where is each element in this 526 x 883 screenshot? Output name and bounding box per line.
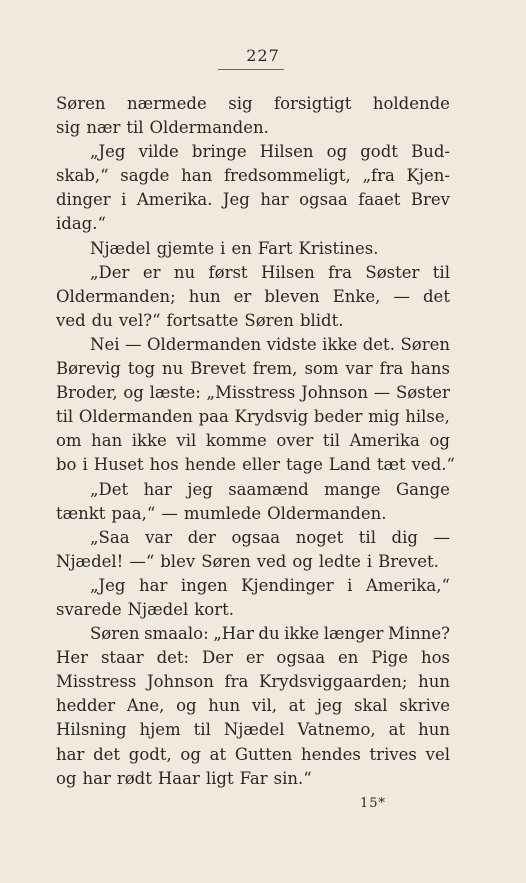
word: og [429, 431, 450, 451]
word: godt, [128, 744, 172, 764]
text-line [56, 405, 450, 429]
word: jeg [187, 479, 213, 499]
text-line [56, 381, 450, 405]
word: Far [239, 768, 268, 788]
word: bleven [264, 286, 320, 306]
word: dig [391, 527, 418, 547]
word: mange [324, 479, 381, 499]
word: fortsatte [166, 310, 239, 330]
word: han [181, 166, 213, 186]
text-line [56, 261, 450, 285]
word: Børevig [56, 359, 121, 379]
text-line [56, 478, 450, 502]
text-line [56, 622, 450, 646]
text-line [56, 116, 450, 140]
word: noget [295, 527, 344, 547]
word: til [322, 431, 341, 451]
word: Nei [90, 334, 120, 354]
word: Søren [244, 310, 294, 330]
word: jeg [316, 696, 343, 716]
word: det. [362, 334, 395, 354]
text-line [56, 237, 450, 261]
word: hun [188, 286, 221, 306]
word: ved.“ [411, 455, 455, 475]
text-line [56, 429, 450, 453]
word: Njædel [223, 720, 285, 740]
word: tage [286, 455, 323, 475]
word: Oldermanden. [149, 118, 269, 138]
text-line [56, 526, 450, 550]
word: Her [56, 648, 89, 668]
word: hedder [56, 696, 116, 716]
word: ogsaa [231, 527, 281, 547]
word: som [304, 359, 339, 379]
word: i [220, 238, 226, 258]
word: i [121, 190, 127, 210]
word: Søster [365, 262, 420, 282]
word: frem, [252, 359, 298, 379]
word: i [366, 551, 373, 571]
word: har [82, 768, 111, 788]
text-line [56, 670, 450, 694]
word: ved [56, 310, 86, 330]
word: sin.“ [273, 768, 312, 788]
text-line [56, 309, 450, 333]
word: Johnson [147, 672, 214, 692]
word: har [143, 479, 172, 499]
word: Minne? [387, 624, 450, 644]
word: fredsommeligt, [223, 166, 351, 186]
word: til [56, 407, 74, 427]
word: og [292, 551, 313, 571]
word: og [176, 696, 197, 716]
word: Søster [395, 383, 450, 403]
word: „Det [90, 479, 129, 499]
word: forsigtigt [274, 94, 352, 113]
word: Der [202, 648, 233, 668]
word: en [231, 238, 252, 258]
word: fra [379, 359, 404, 379]
word: og [326, 142, 348, 162]
word: „Jeg [90, 575, 126, 595]
word: rødt [116, 768, 152, 788]
word: fra [328, 262, 352, 282]
word: idag.“ [56, 214, 106, 234]
word: Njædel [90, 238, 151, 258]
word: Kristines. [298, 238, 379, 258]
word: at [288, 696, 306, 716]
word: at [388, 720, 406, 740]
word: til [432, 262, 450, 282]
text-line [56, 140, 450, 164]
word: var [145, 527, 173, 547]
word: Brevet [190, 359, 246, 379]
word: nu [173, 262, 196, 282]
text-line [56, 550, 450, 574]
word: hun [418, 672, 450, 692]
word: er [142, 262, 161, 282]
word: komme [205, 431, 267, 451]
word: vel?“ [118, 310, 161, 330]
word: ingen [180, 575, 228, 595]
text-line [56, 598, 450, 622]
word: ikke [322, 334, 358, 354]
word: Misstress [56, 672, 137, 692]
word: og [56, 768, 77, 788]
word: bo [56, 455, 77, 475]
word: er [245, 648, 264, 668]
word: hendes [301, 744, 361, 764]
word: „Der [90, 262, 130, 282]
text-line [56, 212, 450, 236]
word: staar [100, 648, 144, 668]
word: til [358, 527, 376, 547]
page-number-rule [218, 69, 284, 70]
word: — [393, 286, 410, 306]
word: du [258, 624, 280, 644]
word: ogsaa [276, 648, 326, 668]
text-line [56, 718, 450, 742]
word: der [187, 527, 216, 547]
word: trives [369, 744, 417, 764]
word: Hilsen [260, 262, 315, 282]
word: han [91, 431, 123, 451]
word: „Saa [90, 527, 130, 547]
word: hos [420, 648, 450, 668]
word: Jeg [222, 190, 250, 210]
word: Ane, [126, 696, 165, 716]
word: hun [418, 720, 450, 740]
word: ved [256, 551, 287, 571]
word: sig [56, 118, 81, 138]
word: dinger [56, 190, 111, 210]
word: kort. [194, 599, 234, 619]
word: det [93, 744, 121, 764]
word: vidste [266, 334, 317, 354]
word: hun [208, 696, 241, 716]
word: mumlede [183, 503, 262, 523]
word: nær [86, 118, 121, 138]
word: længer [323, 624, 384, 644]
word: mig [368, 407, 400, 427]
text-line [56, 767, 450, 791]
word: smaalo: [144, 624, 209, 644]
word: at [209, 744, 227, 764]
word: er [233, 286, 252, 306]
text-line [56, 574, 450, 598]
word: det: [156, 648, 190, 668]
word: Brev [410, 190, 450, 210]
text-line [56, 333, 450, 357]
word: hos [149, 455, 179, 475]
text-line [56, 285, 450, 309]
word: sagde [120, 166, 170, 186]
text-line [56, 357, 450, 381]
word: fra [224, 672, 249, 692]
word: var [345, 359, 373, 379]
word: vilde [138, 142, 179, 162]
word: Njædel! [56, 551, 124, 571]
word: faaet [358, 190, 401, 210]
word: Vatnemo, [297, 720, 376, 740]
word: paa [198, 407, 229, 427]
word: skrive [399, 696, 450, 716]
word: Oldermanden [147, 334, 262, 354]
word: Bud- [411, 142, 450, 162]
text-line [56, 646, 450, 670]
word: Kjendinger [241, 575, 334, 595]
word: skab,“ [56, 166, 109, 186]
word: over [276, 431, 314, 451]
word: Amerika. [136, 190, 213, 210]
word: i [82, 455, 88, 475]
word: Enke, [332, 286, 381, 306]
word: „Har [213, 624, 254, 644]
word: skal [353, 696, 388, 716]
word: har [138, 575, 168, 595]
text-line [56, 743, 450, 767]
word: læste: [149, 383, 201, 403]
word: Broder, [56, 383, 118, 403]
word: har [260, 190, 289, 210]
word: hende [184, 455, 237, 475]
word: i [347, 575, 353, 595]
word: — [161, 503, 178, 523]
word: saamænd [228, 479, 309, 499]
word: du [91, 310, 113, 330]
word: Brevet. [378, 551, 439, 571]
word: bringe [191, 142, 247, 162]
word: svarede [56, 599, 122, 619]
word: tænkt [56, 503, 106, 523]
word: Oldermanden [78, 407, 193, 427]
word: og [180, 744, 201, 764]
word: gjemte [156, 238, 215, 258]
word: Søren [400, 334, 450, 354]
word: Oldermanden. [267, 503, 387, 523]
word: tog [127, 359, 156, 379]
word: Gange [395, 479, 450, 499]
word: nu [162, 359, 184, 379]
word: ligt [205, 768, 234, 788]
word: ikke [284, 624, 320, 644]
word: paa,“ [111, 503, 156, 523]
word: —“ [129, 551, 155, 571]
word: Hilsning [56, 720, 127, 740]
word: Fart [257, 238, 293, 258]
word: ledte [318, 551, 361, 571]
text-line [56, 453, 455, 477]
word: eller [242, 455, 281, 475]
word: hjem [139, 720, 181, 740]
word: „fra [362, 166, 395, 186]
word: en [337, 648, 359, 668]
word: Haar [157, 768, 200, 788]
word: Oldermanden; [56, 286, 176, 306]
text-line [56, 502, 450, 526]
word: Amerika [349, 431, 420, 451]
word: vel [425, 744, 450, 764]
word: godt [360, 142, 398, 162]
body-text [56, 92, 455, 791]
word: „Misstress [206, 383, 296, 403]
text-line [56, 92, 450, 116]
word: til [193, 720, 211, 740]
word: og [123, 383, 144, 403]
word: Krydsvig [234, 407, 309, 427]
word: hans [410, 359, 450, 379]
word: beder [313, 407, 363, 427]
word: Søren [56, 94, 106, 113]
word: „Jeg [90, 142, 126, 162]
page-number: 227 [246, 46, 280, 65]
word: vil [176, 431, 197, 451]
word: Huset [93, 455, 144, 475]
word: Søren [201, 551, 251, 571]
text-line [56, 694, 450, 718]
word: hilse, [405, 407, 450, 427]
word: vil, [251, 696, 277, 716]
text-line [56, 188, 450, 212]
word: om [56, 431, 82, 451]
word: Gutten [234, 744, 293, 764]
word: har [56, 744, 85, 764]
word: det [423, 286, 450, 306]
word: Amerika,“ [365, 575, 450, 595]
word: Pige [371, 648, 409, 668]
word: holdende [372, 94, 450, 113]
word: — [373, 383, 391, 403]
word: Søren [90, 624, 140, 644]
word: nærmede [127, 94, 207, 113]
word: Hilsen [259, 142, 314, 162]
word: tæt [376, 455, 406, 475]
signature-mark: 15* [360, 796, 387, 811]
word: Krydsviggaarden; [259, 672, 408, 692]
word: — [433, 527, 450, 547]
word: Land [328, 455, 371, 475]
text-line [56, 164, 450, 188]
word: til [126, 118, 144, 138]
word: først [208, 262, 248, 282]
word: ikke [131, 431, 167, 451]
word: Kjen- [406, 166, 450, 186]
word: ogsaa [299, 190, 348, 210]
word: Njædel [127, 599, 189, 619]
word: blev [160, 551, 196, 571]
word: Johnson [301, 383, 368, 403]
word: blidt. [299, 310, 344, 330]
word: sig [228, 94, 253, 113]
word: — [125, 334, 142, 354]
